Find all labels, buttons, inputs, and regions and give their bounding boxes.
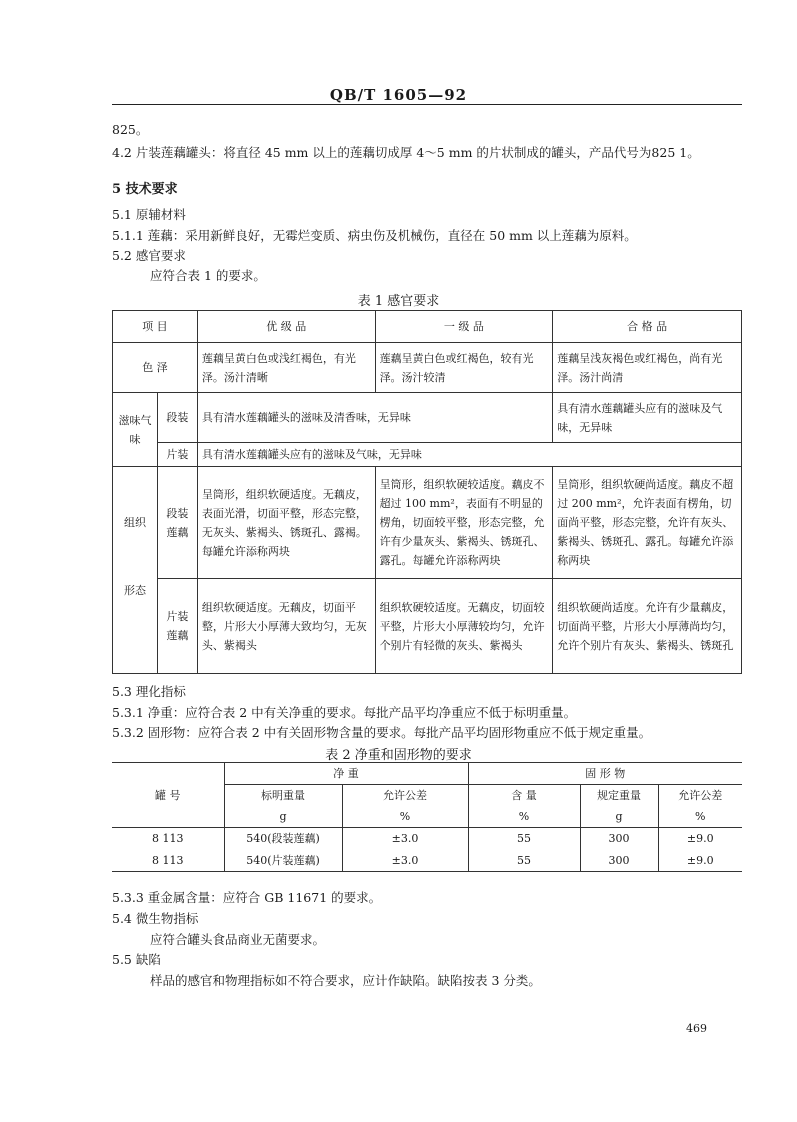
header-qualified: 合 格 品 <box>553 311 742 343</box>
cell-can-number: 8 113 <box>112 850 224 872</box>
paragraph-5-3-2: 5.3.2 固形物：应符合表 2 中有关固形物含量的要求。每批产品平均固形物重应不低于规定重量。 <box>112 725 652 740</box>
paragraph-5-3-3: 5.3.3 重金属含量：应符合 GB 11671 的要求。 <box>112 890 382 905</box>
section-5-2-heading: 5.2 感官要求 <box>112 248 186 263</box>
paragraph-5-5: 样品的感官和物理指标如不符合要求，应计作缺陷。缺陷按表 3 分类。 <box>150 973 541 988</box>
cell-solids-tolerance: ±9.0 <box>658 850 742 872</box>
unit-g: g <box>224 806 342 828</box>
table-header-row <box>113 311 742 343</box>
cell-can-number: 8 113 <box>112 828 224 850</box>
header-net-weight: 净 重 <box>224 763 468 785</box>
taste-slice-all: 具有清水莲藕罐头应有的滋味及气味，无异味 <box>197 443 741 467</box>
texture-slice-qualified: 组织软硬尚适度。允许有少量藕皮，切面尚平整，片形大小厚薄尚均匀，允许个别片有灰头、紫褐头、锈斑孔 <box>553 579 742 674</box>
header-item: 项 目 <box>113 311 198 343</box>
row-label-texture-1: 组织 <box>113 467 158 579</box>
table-row-texture-segment <box>113 467 742 579</box>
page-header: QB/T 1605—92 <box>329 86 468 104</box>
unit-percent: % <box>468 806 580 828</box>
cell-tolerance: ±3.0 <box>342 828 468 850</box>
table1-caption: 表 1 感官要求 <box>357 294 440 309</box>
sub-header-solids-tolerance: 允许公差 <box>658 785 742 807</box>
sub-label-segment: 段装 <box>157 393 197 443</box>
table-row-taste-segment <box>113 393 742 443</box>
table-row-texture-slice <box>113 579 742 674</box>
row-label-color: 色 泽 <box>113 343 198 393</box>
texture-segment-first: 呈筒形，组织软硬较适度。藕皮不超过 100 mm²，表面有不明显的楞角，切面较平整，形态完整，允许有少量灰头、紫褐头、锈斑孔、露孔。每罐允许添称两块 <box>375 467 553 579</box>
row-label-texture-2: 形态 <box>113 579 158 674</box>
header-first-grade: 一 级 品 <box>375 311 553 343</box>
section-5-3-heading: 5.3 理化指标 <box>112 684 186 699</box>
texture-segment-qualified: 呈筒形，组织软硬尚适度。藕皮不超过 200 mm²，允许表面有楞角，切面尚平整，形态完整，允许有灰头、紫褐头、锈斑孔、露孔。每罐允许添称两块 <box>553 467 742 579</box>
cell-content: 55 <box>468 828 580 850</box>
color-premium: 莲藕呈黄白色或浅红褐色，有光泽。汤汁清晰 <box>197 343 375 393</box>
sub-header-labeled-weight: 标明重量 <box>224 785 342 807</box>
header-rule <box>112 104 742 105</box>
sub-header-tolerance: 允许公差 <box>342 785 468 807</box>
cell-tolerance: ±3.0 <box>342 850 468 872</box>
texture-slice-first: 组织软硬较适度。无藕皮，切面较平整，片形大小厚薄较均匀，允许个别片有轻微的灰头、紫褐头 <box>375 579 553 674</box>
paragraph-4-2: 4.2 片装莲藕罐头：将直径 45 mm 以上的莲藕切成厚 4～5 mm 的片状制成的罐头，产品代号为825 1。 <box>112 145 700 160</box>
taste-segment-premium-first: 具有清水莲藕罐头的滋味及清香味，无异味 <box>197 393 552 443</box>
section-5-heading: 5 技术要求 <box>112 182 178 197</box>
sub-header-specified-weight: 规定重量 <box>580 785 658 807</box>
cell-specified-weight: 300 <box>580 828 658 850</box>
color-qualified: 莲藕呈浅灰褐色或红褐色，尚有光泽。汤汁尚清 <box>553 343 742 393</box>
unit-percent: % <box>658 806 742 828</box>
table-row-taste-slice <box>113 443 742 467</box>
sub-label-slice: 片装 <box>157 443 197 467</box>
unit-percent: % <box>342 806 468 828</box>
table2-header-row <box>112 763 742 785</box>
sensory-requirements-table <box>112 310 742 674</box>
cell-labeled-weight: 540(段装莲藕) <box>224 828 342 850</box>
section-5-5-heading: 5.5 缺陷 <box>112 952 161 967</box>
color-first: 莲藕呈黄白色或红褐色，较有光泽。汤汁较清 <box>375 343 553 393</box>
taste-segment-qualified: 具有清水莲藕罐头应有的滋味及气味，无异味 <box>553 393 742 443</box>
cell-solids-tolerance: ±9.0 <box>658 828 742 850</box>
sub-label-segment-lotus: 段装莲藕 <box>157 467 197 579</box>
paragraph-continuation: 825。 <box>112 122 149 137</box>
section-5-4-heading: 5.4 微生物指标 <box>112 911 199 926</box>
cell-content: 55 <box>468 850 580 872</box>
texture-slice-premium: 组织软硬适度。无藕皮，切面平整，片形大小厚薄大致均匀，无灰头、紫褐头 <box>197 579 375 674</box>
header-solids: 固 形 物 <box>468 763 742 785</box>
table-row <box>112 850 742 872</box>
paragraph-5-1-1: 5.1.1 莲藕：采用新鲜良好，无霉烂变质、病虫伤及机械伤，直径在 50 mm 以上莲藕为原料。 <box>112 228 637 243</box>
paragraph-5-3-1: 5.3.1 净重：应符合表 2 中有关净重的要求。每批产品平均净重应不低于标明重量。 <box>112 705 577 720</box>
texture-segment-premium: 呈筒形，组织软硬适度。无藕皮，表面光滑，切面平整，形态完整，无灰头、紫褐头、锈斑孔、露褐。每罐允许添称两块 <box>197 467 375 579</box>
header-premium: 优 级 品 <box>197 311 375 343</box>
net-weight-solids-table <box>112 762 742 872</box>
cell-labeled-weight: 540(片装莲藕) <box>224 850 342 872</box>
paragraph-5-2: 应符合表 1 的要求。 <box>150 268 266 283</box>
header-can-number: 罐 号 <box>112 763 224 828</box>
sub-header-content: 含 量 <box>468 785 580 807</box>
unit-g: g <box>580 806 658 828</box>
row-label-taste: 滋味气味 <box>113 393 158 467</box>
table2-caption: 表 2 净重和固形物的要求 <box>325 748 472 763</box>
table-row-color <box>113 343 742 393</box>
paragraph-5-4: 应符合罐头食品商业无菌要求。 <box>150 932 326 947</box>
section-5-1-heading: 5.1 原辅材料 <box>112 207 186 222</box>
table-row <box>112 828 742 850</box>
sub-label-slice-lotus: 片装莲藕 <box>157 579 197 674</box>
cell-specified-weight: 300 <box>580 850 658 872</box>
page-number: 469 <box>686 1022 707 1035</box>
